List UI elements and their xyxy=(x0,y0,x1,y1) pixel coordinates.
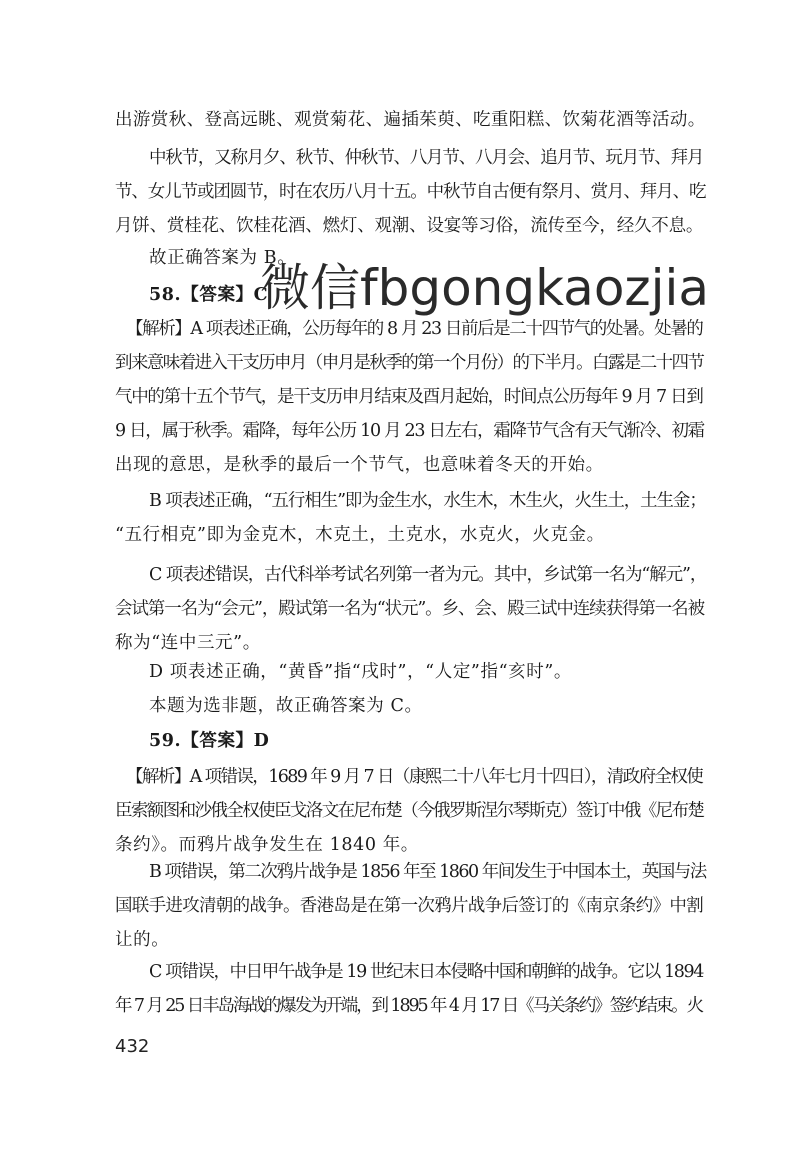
text-line: C 项错误，中日甲午战争是 19 世纪末日本侵略中国和朝鲜的战争。它以 1894 xyxy=(149,962,703,982)
text-line: 本题为选非题，故正确答案为 C。 xyxy=(149,696,423,716)
watermark-text: 微信fbgongkaozjia xyxy=(260,259,710,317)
question-58-analysis-a xyxy=(0,317,800,517)
text-line: 气中的第十五个节气，是干支历申月结束及酉月起始，时间点公历每年 9 月 7 日到 xyxy=(115,387,703,407)
text-line: B 项表述正确，“五行相生”即为金生水，水生木，木生火，火生土，土生金； xyxy=(149,491,706,511)
page-number: 432 xyxy=(115,1036,150,1057)
text-line: 年 7 月 25 日丰岛海战的爆发为开端，到 1895 年 4 月 17 日《马关条约》签约结束。火 xyxy=(115,996,702,1016)
text-line: B 项错误，第二次鸦片战争是 1856 年至 1860 年间发生于中国本土，英国与法 xyxy=(149,862,706,882)
text-line: 称为“连中三元”。 xyxy=(115,633,261,653)
text-line: 会试第一名为“会元”，殿试第一名为“状元”。乡、会、殿三试中连续获得第一名被 xyxy=(115,599,704,619)
text-line: 到来意味着进入干支历申月（申月是秋季的第一个月份）的下半月。白露是二十四节 xyxy=(115,353,704,373)
text-line: 出游赏秋、登高远眺、观赏菊花、遍插茱萸、吃重阳糕、饮菊花酒等活动。 xyxy=(115,110,706,130)
text-line: 中秋节，又称月夕、秋节、仲秋节、八月节、八月会、追月节、玩月节、拜月 xyxy=(149,148,704,168)
text-line: C 项表述错误，古代科举考试名列第一者为元。其中，乡试第一名为“解元”， xyxy=(149,565,707,585)
text-line: 臣索额图和沙俄全权使臣戈洛文在尼布楚（今俄罗斯涅尔琴斯克）签订中俄《尼布楚 xyxy=(115,801,704,821)
text-line: 月饼、赏桂花、饮桂花酒、燃灯、观潮、设宴等习俗，流传至今，经久不息。 xyxy=(115,216,704,236)
answer-heading: 59.【答案】D xyxy=(149,731,270,751)
text-line: D 项表述正确，“黄昏”指“戌时”，“人定”指“亥时”。 xyxy=(149,662,572,682)
text-line: 国联手进攻清朝的战争。香港岛是在第一次鸦片战争后签订的《南京条约》中割 xyxy=(115,896,703,916)
text-line: 【解析】A 项表述正确，公历每年的 8 月 23 日前后是二十四节气的处暑。处暑的 xyxy=(126,319,703,339)
text-line: 【解析】A 项错误，1689 年 9 月 7 日（康熙二十八年七月十四日），清政府全权使 xyxy=(126,767,703,787)
text-line: 出现的意思，是秋季的最后一个节气，也意味着冬天的开始。 xyxy=(115,455,604,475)
text-line: 故正确答案为 B。 xyxy=(149,248,296,268)
question-59-analysis-c xyxy=(0,960,800,1160)
text-line: 条约》。而鸦片战争发生在 1840 年。 xyxy=(115,835,419,855)
text-line: 9 日，属于秋季。霜降，每年公历 10 月 23 日左右，霜降节气含有天气渐冷、初霜 xyxy=(115,421,704,441)
answer-heading: 58.【答案】C xyxy=(149,285,269,305)
text-line: 节、女儿节或团圆节，时在农历八月十五。中秋节自古便有祭月、赏月、拜月、吃 xyxy=(115,182,706,202)
text-line: 让的。 xyxy=(115,930,170,950)
text-line: “五行相克”即为金克木，木克土，土克水，水克火，火克金。 xyxy=(115,525,605,545)
